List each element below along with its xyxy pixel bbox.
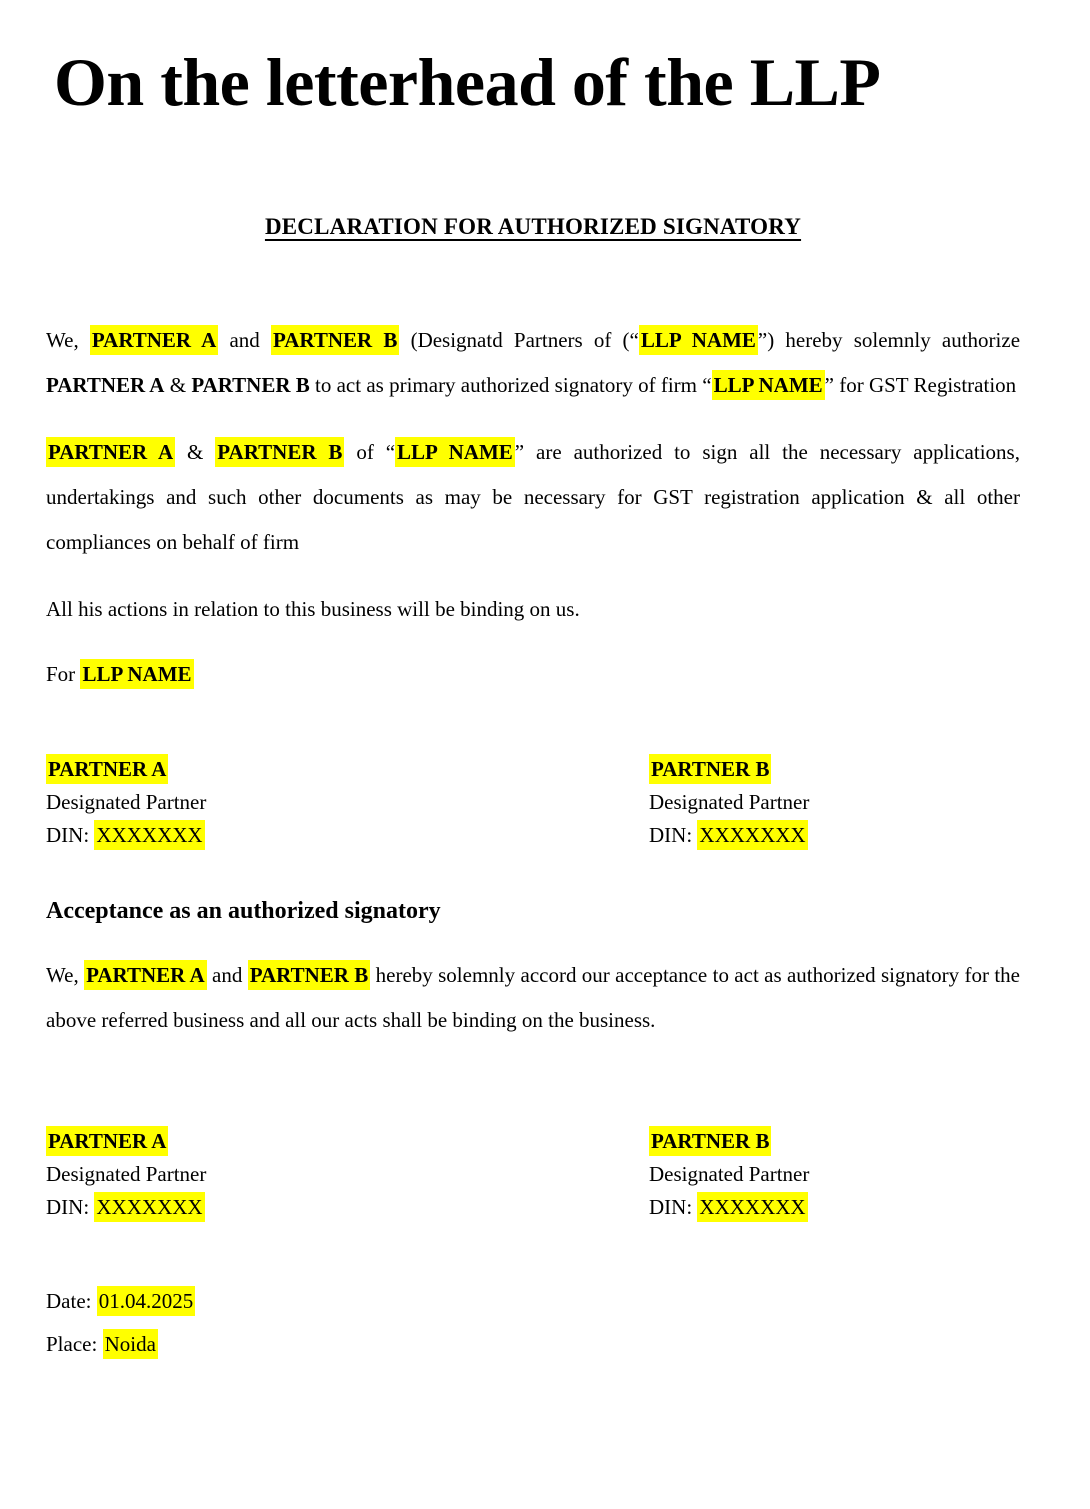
din-line <box>649 819 1020 852</box>
din-value-placeholder: XXXXXXX <box>697 1192 807 1222</box>
partner-a-bold: PARTNER A <box>46 373 165 398</box>
paragraph-text: to act as primary authorized signatory of firm “ <box>309 373 712 398</box>
llp-name-placeholder: LLP NAME <box>80 659 193 689</box>
date-place-footer <box>46 1280 1020 1366</box>
declaration-paragraph-1 <box>46 318 1020 408</box>
place-line <box>46 1323 1020 1366</box>
signature-row-acceptance <box>46 1125 1020 1224</box>
partner-b-placeholder: PARTNER B <box>248 960 371 990</box>
declaration-paragraph-2 <box>46 430 1020 565</box>
din-label: DIN: <box>649 823 698 848</box>
paragraph-text: We, <box>46 963 85 988</box>
din-line <box>46 1191 649 1224</box>
paragraph-text: & <box>164 373 192 398</box>
llp-name-placeholder: LLP NAME <box>712 370 825 400</box>
partner-role: Designated Partner <box>46 790 207 815</box>
partner-a-placeholder: PARTNER A <box>84 960 207 990</box>
paragraph-text: ” for GST Registration <box>824 373 1017 398</box>
paragraph-text: & <box>175 440 216 465</box>
llp-name-placeholder: LLP NAME <box>639 325 758 355</box>
partner-b-placeholder: PARTNER B <box>271 325 399 355</box>
declaration-paragraph-3: All his actions in relation to this business will be binding on us. <box>46 597 580 622</box>
paragraph-text: ” are authorized to sign all the necessary applications, undertakings and such other documents as may be necessary for GST registration application & all other compliances on behalf of firm <box>46 440 1020 555</box>
partner-name-line <box>46 1125 649 1158</box>
partner-b-bold: PARTNER B <box>191 373 310 398</box>
signature-block-partner-b <box>649 1125 1020 1224</box>
signature-block-partner-a <box>46 1125 649 1224</box>
date-line <box>46 1280 1020 1323</box>
paragraph-text: and <box>218 328 271 353</box>
din-value-placeholder: XXXXXXX <box>94 820 204 850</box>
paragraph-text: hereby solemnly accord our acceptance to act as authorized signatory for the above referred business and all our acts shall be binding on the business. <box>46 963 1020 1033</box>
for-llp-line <box>46 652 1020 697</box>
partner-name-placeholder: PARTNER B <box>649 754 771 784</box>
partner-b-placeholder: PARTNER B <box>215 437 344 467</box>
partner-a-placeholder: PARTNER A <box>46 437 175 467</box>
paragraph-text: We, <box>46 328 90 353</box>
partner-name-line <box>46 753 649 786</box>
partner-name-placeholder: PARTNER B <box>649 1126 771 1156</box>
signature-block-partner-b <box>649 753 1020 852</box>
din-value-placeholder: XXXXXXX <box>94 1192 204 1222</box>
acceptance-heading: Acceptance as an authorized signatory <box>46 898 441 925</box>
din-line <box>649 1191 1020 1224</box>
signature-block-partner-a <box>46 753 649 852</box>
partner-name-placeholder: PARTNER A <box>46 754 168 784</box>
llp-name-placeholder: LLP NAME <box>395 437 515 467</box>
partner-name-line <box>649 1125 1020 1158</box>
partner-role: Designated Partner <box>649 1162 810 1187</box>
paragraph-text: (Designatd Partners of (“ <box>399 328 639 353</box>
place-value-placeholder: Noida <box>103 1329 158 1359</box>
paragraph-text: ”) hereby solemnly authorize <box>757 328 1021 353</box>
partner-a-placeholder: PARTNER A <box>90 325 218 355</box>
din-value-placeholder: XXXXXXX <box>697 820 807 850</box>
partner-role: Designated Partner <box>46 1162 207 1187</box>
partner-name-line <box>649 753 1020 786</box>
declaration-heading-text: DECLARATION FOR AUTHORIZED SIGNATORY <box>264 214 802 240</box>
letterhead-note-title: On the letterhead of the LLP <box>54 44 881 120</box>
paragraph-text: and <box>206 963 248 988</box>
declaration-heading <box>46 214 1020 240</box>
partner-role: Designated Partner <box>649 790 810 815</box>
paragraph-text: of “ <box>344 440 396 465</box>
din-label: DIN: <box>46 823 95 848</box>
din-label: DIN: <box>46 1195 95 1220</box>
din-line <box>46 819 649 852</box>
date-value-placeholder: 01.04.2025 <box>97 1286 196 1316</box>
partner-name-placeholder: PARTNER A <box>46 1126 168 1156</box>
signature-row-declaration <box>46 753 1020 852</box>
date-label: Date: <box>46 1289 97 1314</box>
place-label: Place: <box>46 1332 103 1357</box>
din-label: DIN: <box>649 1195 698 1220</box>
for-label: For <box>46 662 81 687</box>
acceptance-paragraph <box>46 953 1020 1043</box>
